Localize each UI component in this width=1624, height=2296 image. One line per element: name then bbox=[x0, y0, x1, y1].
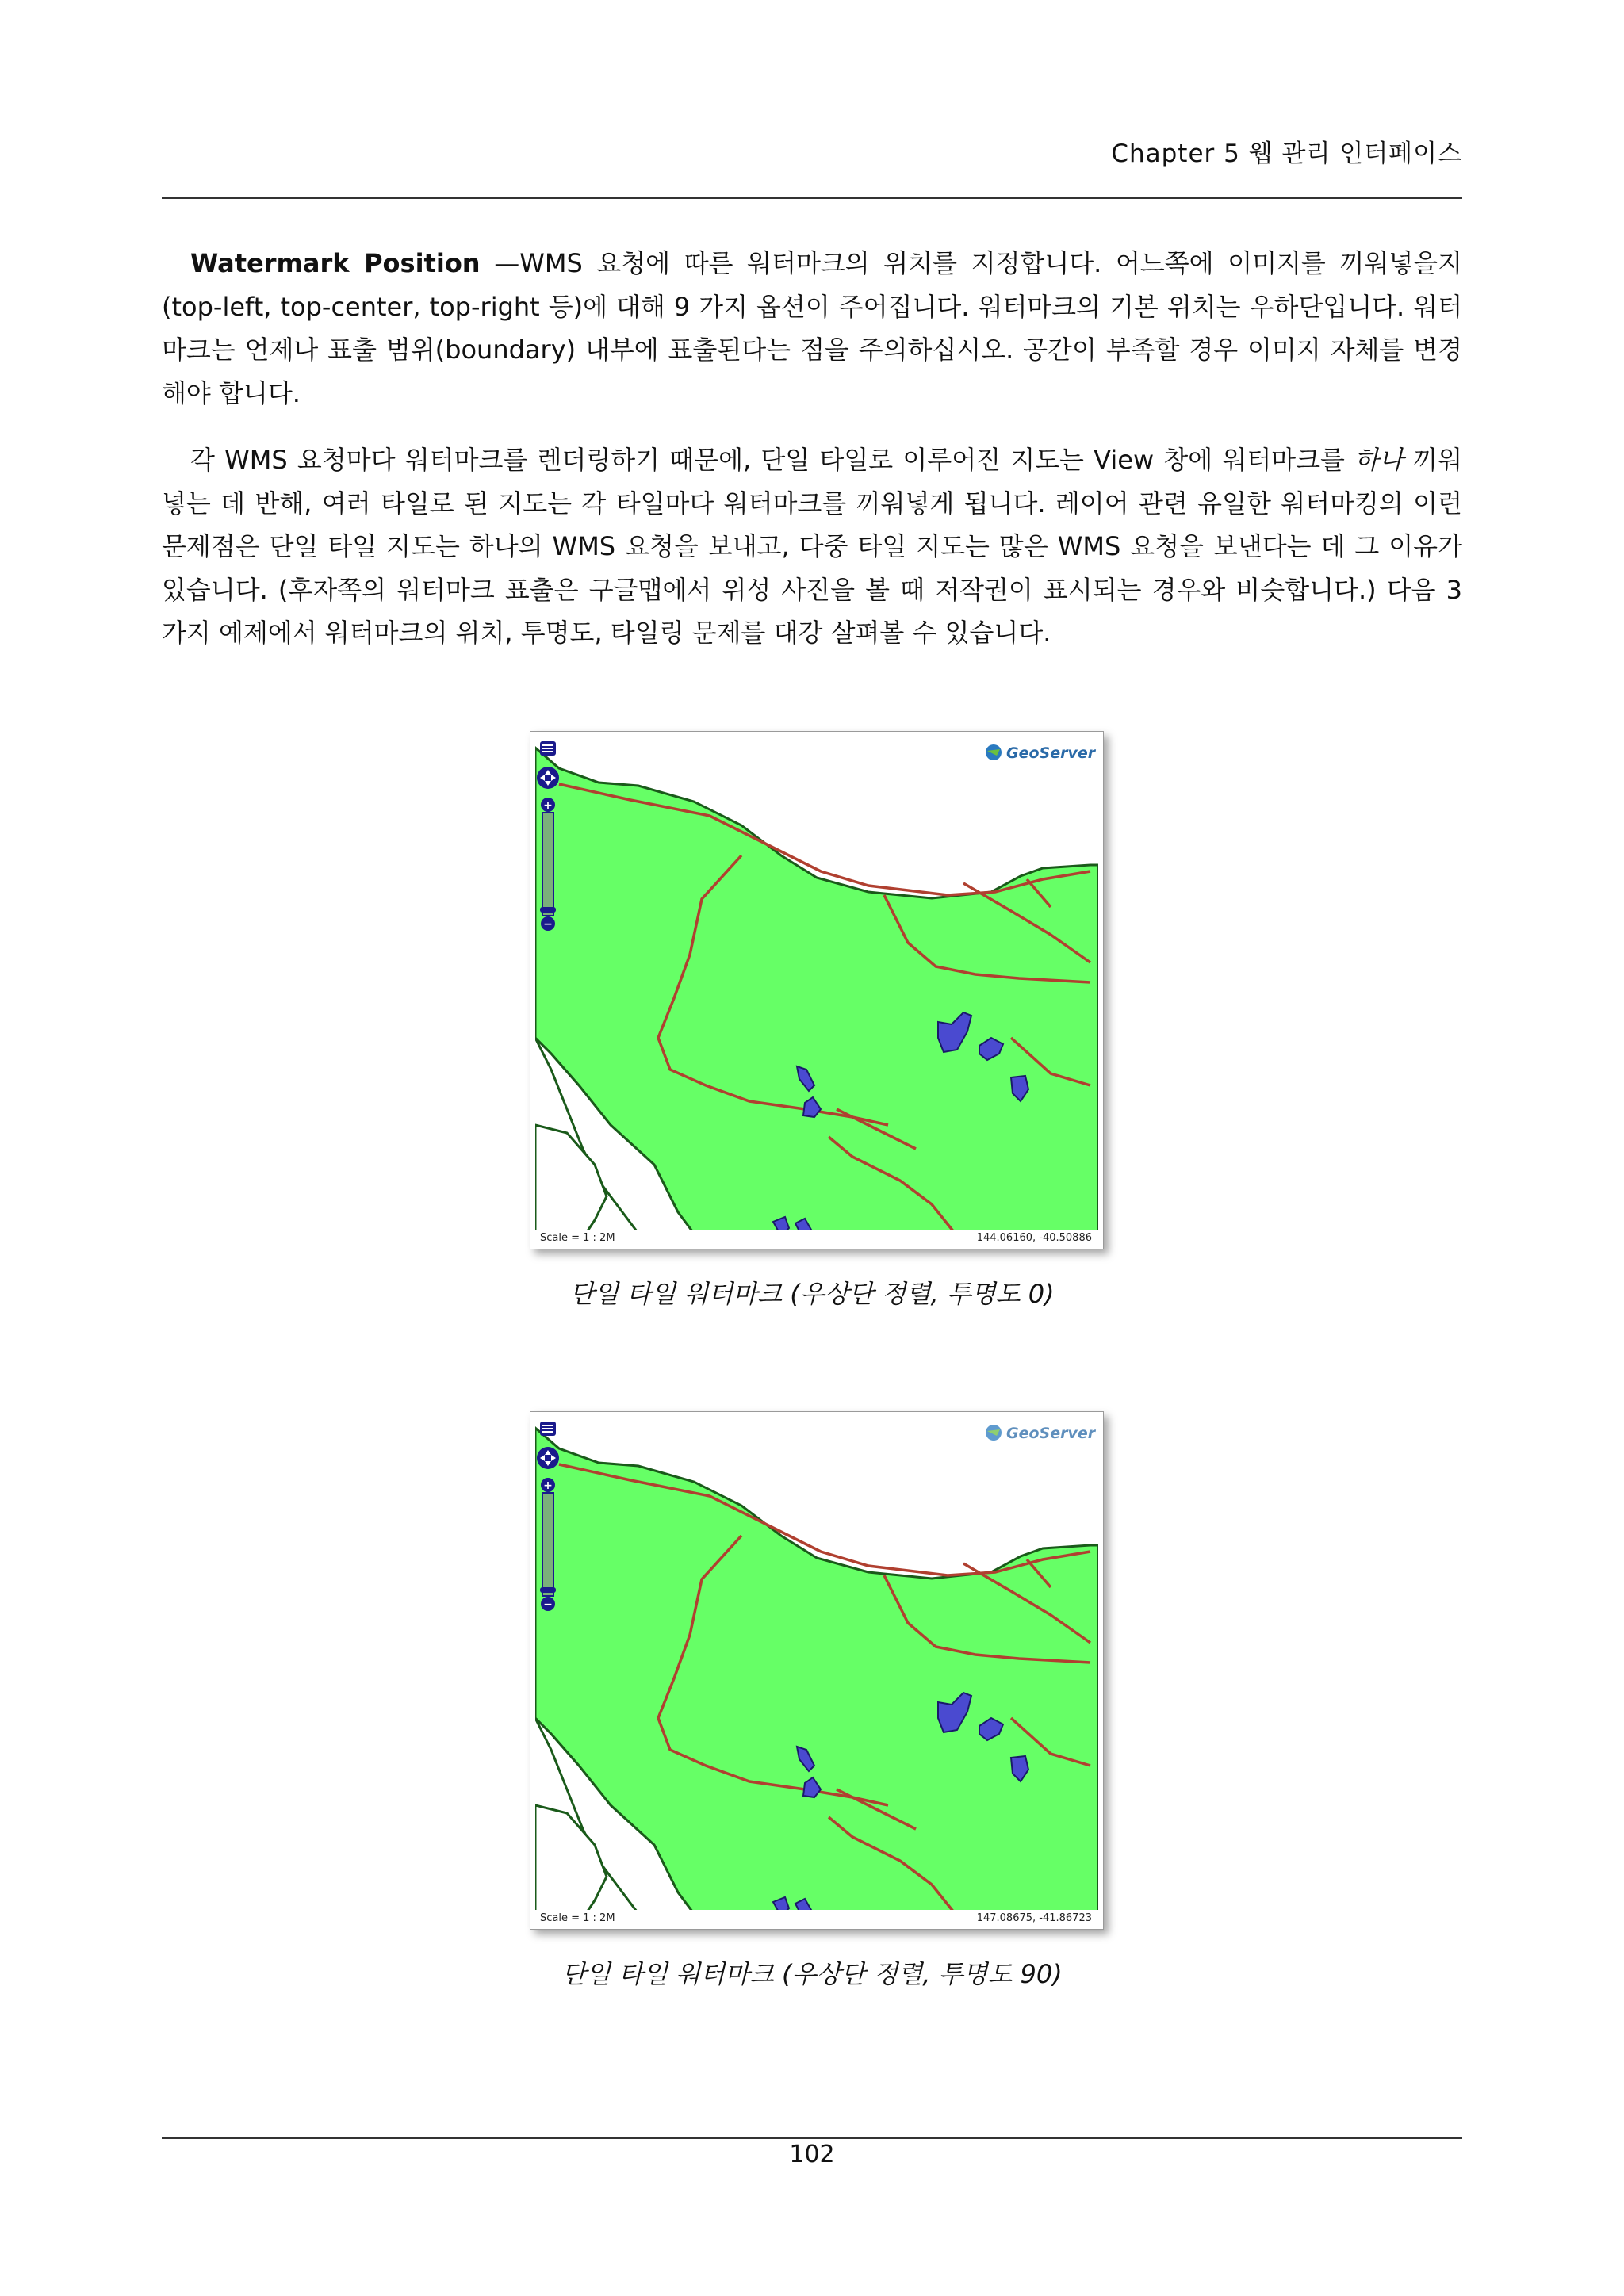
svg-text:+: + bbox=[543, 1479, 553, 1492]
mouse-coordinates: 147.08675, -41.86723 bbox=[976, 1912, 1092, 1924]
svg-text:+: + bbox=[543, 799, 553, 812]
zoom-slider-handle[interactable] bbox=[540, 907, 556, 913]
paragraph-wms-tiling bbox=[162, 438, 1462, 655]
paragraph-2-text-b: 끼워넣는 데 반해, 여러 타일로 된 지도는 각 타일마다 워터마크를 끼워넣게 됩니다. 레이어 관련 유일한 워터마킹의 이런 문제점은 단일 타일 지도는 하나의 WMS 요청을 보내고, 다중 타일 지도는 많은 WMS 요청을 보낸다는 데 그 이유가 있습니다. (후자쪽의 워터마크 표출은 구글맵에서 위성 사진을 볼 때 저작권이 표시되는 경우와 비슷합니다.) 다음 3 가지 예제에서 워터마크의 위치, 투명도, 타일링 문제를 대강 살펴볼 수 있습니다. bbox=[162, 445, 1463, 648]
figure-caption-2: 단일 타일 워터마크 (우상단 정렬, 투명도 90) bbox=[561, 1959, 1063, 1989]
svg-text:−: − bbox=[543, 918, 553, 931]
map-view bbox=[535, 737, 1098, 1244]
geoserver-logo-text: GeoServer bbox=[1006, 1425, 1096, 1442]
zoom-slider-handle[interactable] bbox=[540, 1587, 556, 1593]
footer-rule bbox=[162, 2137, 1462, 2139]
zoom-slider-track[interactable] bbox=[542, 813, 553, 916]
map-frame bbox=[530, 731, 1104, 1249]
scale-label: Scale = 1 : 2M bbox=[540, 1912, 615, 1924]
geoserver-logo-text: GeoServer bbox=[1006, 744, 1096, 762]
svg-text:−: − bbox=[543, 1598, 553, 1611]
map-frame bbox=[530, 1411, 1104, 1930]
map-figure-1 bbox=[530, 731, 1109, 1254]
map-view bbox=[535, 1417, 1098, 1924]
paragraph-2-text-a: 각 WMS 요청마다 워터마크를 렌더링하기 때문에, 단일 타일로 이루어진 지도는 View 창에 워터마크를 bbox=[190, 445, 1355, 475]
scale-label: Scale = 1 : 2M bbox=[540, 1232, 615, 1244]
mouse-coordinates: 144.06160, -40.50886 bbox=[976, 1232, 1092, 1244]
header-rule bbox=[162, 197, 1462, 199]
emphasis-hana: 하나 bbox=[1354, 445, 1404, 475]
figure-caption-1: 단일 타일 워터마크 (우상단 정렬, 투명도 0) bbox=[569, 1279, 1055, 1309]
paragraph-watermark-position bbox=[162, 242, 1462, 415]
map-figure-2 bbox=[530, 1411, 1109, 1934]
page-number: 102 bbox=[789, 2141, 835, 2168]
term-watermark-position: Watermark Position bbox=[190, 248, 481, 278]
paragraph-1-text: —WMS 요청에 따른 워터마크의 위치를 지정합니다. 어느쪽에 이미지를 끼워넣을지(top-left, top-center, top-right 등)에 대해 9 가지 옵션이 주어집니다. 워터마크의 기본 위치는 우하단입니다. 워터마크는 언제나 표출 범위(boundary) 내부에 표출된다는 점을 주의하십시오. 공간이 부족할 경우 이미지 자체를 변경해야 합니다. bbox=[162, 248, 1463, 408]
page-header: Chapter 5 웹 관리 인터페이스 bbox=[1111, 140, 1462, 168]
zoom-slider-track[interactable] bbox=[542, 1493, 553, 1596]
